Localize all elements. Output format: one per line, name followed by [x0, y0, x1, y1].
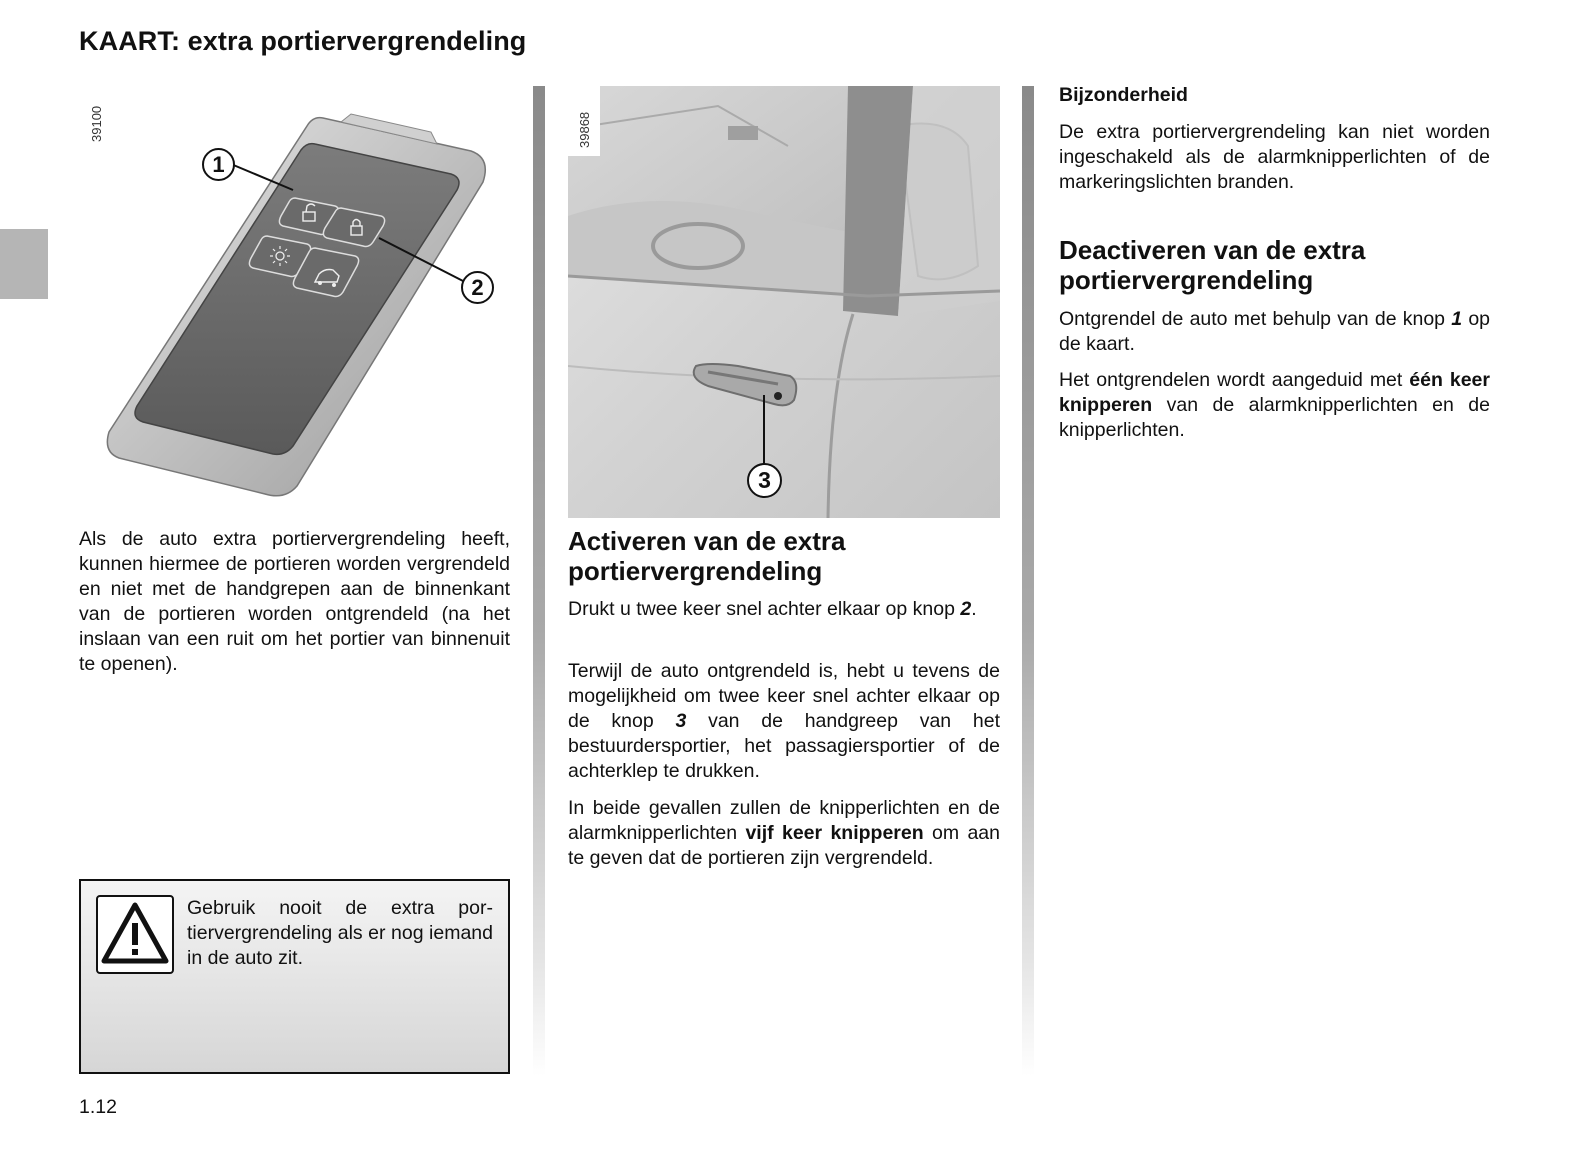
intro-paragraph: Als de auto extra portiervergrendeling heeft, kunnen hiermee de portieren worden vergrendeld en niet met de handgrepen aan de binnenkant van de portieren worden ontgrendeld (na het inslaan van een ruit om het portier van binnenuit te openen). — [79, 528, 510, 675]
activate-p2-end: van de handgreep van het bestuurdersportier, het passagiersportier of de achterklep te drukken. — [568, 710, 1000, 782]
column-separator-left — [533, 86, 545, 1076]
activate-paragraph-1 — [568, 597, 1000, 622]
button-ref-1: 1 — [1451, 308, 1463, 330]
activate-p3-text: In beide gevallen zullen de knipperlichten en de alarmknipperlichten — [568, 797, 1000, 844]
callout-1: 1 — [202, 148, 235, 181]
callout-2: 2 — [461, 271, 494, 304]
activate-paragraph-2 — [568, 659, 1000, 784]
deactivate-p2-end: van de alarmknipperlichten en de knipperlichten. — [1059, 394, 1490, 441]
page-number: 1.12 — [79, 1096, 117, 1118]
deactivate-heading: Deactiveren van de extra portiervergrendeling — [1059, 235, 1366, 295]
column-separator-right — [1022, 86, 1034, 1076]
button-ref-3: 3 — [675, 710, 687, 732]
activate-p3-end: om aan te geven dat de portieren zijn vergrendeld. — [568, 822, 1000, 869]
door-illustration — [568, 86, 1000, 518]
page-title: KAART: extra portiervergrendeling — [79, 26, 527, 56]
activate-p1-end: . — [971, 598, 977, 620]
activate-p3-emphasis: vijf keer knipperen — [745, 822, 924, 844]
callout-3: 3 — [747, 463, 782, 498]
warning-text: Gebruik nooit de extra portiervergrendeling als er nog iemand in de auto zit. — [187, 897, 493, 969]
card-illustration — [79, 86, 519, 516]
activate-p2-text: Terwijl de auto ontgrendeld is, hebt u tevens de mogelijkheid om twee keer snel achter elkaar op de knop — [568, 660, 1000, 732]
button-ref-2: 2 — [960, 598, 972, 620]
deactivate-p2-text: Het ontgrendelen wordt aangeduid met — [1059, 369, 1410, 391]
deactivate-paragraph-1 — [1059, 307, 1490, 357]
deactivate-p1-end: op de kaart. — [1059, 308, 1491, 355]
deactivate-paragraph-2 — [1059, 368, 1490, 443]
figure-ref-door: 39868 — [577, 111, 592, 148]
deactivate-p1-text: Ontgrendel de auto met behulp van de knop — [1059, 308, 1452, 330]
figure-ref-card: 39100 — [89, 105, 104, 142]
activate-heading: Activeren van de extra portiervergrendeling — [568, 526, 846, 586]
warning-triangle-icon — [98, 897, 172, 972]
activate-paragraph-3 — [568, 796, 1000, 871]
warning-box — [79, 879, 510, 1074]
note-text: De extra portiervergrendeling kan niet worden ingeschakeld als de alarmknipperlichten of de markeringslichten branden. — [1059, 121, 1490, 193]
note-heading: Bijzonderheid — [1059, 84, 1188, 106]
section-tab — [0, 229, 48, 299]
deactivate-p2-emphasis: één keer knipperen — [1059, 369, 1490, 416]
activate-p1-text: Drukt u twee keer snel achter elkaar op knop — [568, 598, 961, 620]
warning-icon-frame — [96, 895, 174, 974]
